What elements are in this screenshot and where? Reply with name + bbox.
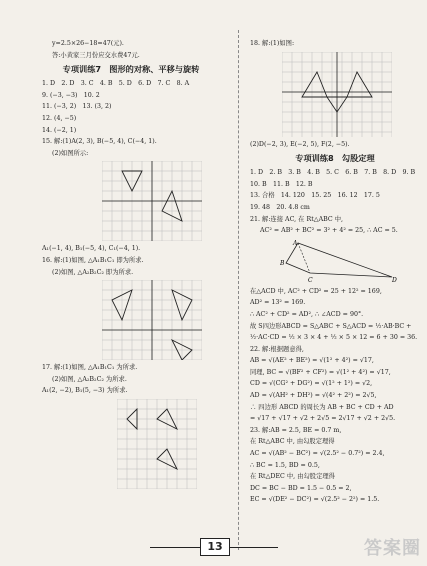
right-column: [250, 40, 420, 508]
answer-line: A₁(−1, 4), B₁(−5, 4), C₁(−4, 1).: [42, 245, 141, 253]
answer-line: 12. (4, −5): [42, 114, 77, 122]
answer-line: 21. 解:连接 AC, 在 Rt△ABC 中,: [250, 215, 343, 223]
answer-line: EC = √(DE² − DC²) = √(2.5² − 2²) = 1.5.: [250, 496, 380, 504]
answer-line: AD² = 13² = 169.: [250, 299, 306, 307]
answer-line: CD = √(CG² + DG²) = √(1² + 1²) = √2,: [250, 380, 373, 388]
answer-line: (2)如图所示:: [52, 149, 89, 157]
grid-figure-17: [117, 399, 197, 489]
answer-line: ∴ AC² + CD² = AD², ∴ ∠ACD = 90°.: [250, 310, 364, 318]
watermark-logo: 答案圈: [364, 538, 421, 559]
answer-line: (2)如图, △A₂B₂C₂ 为所求.: [52, 375, 127, 383]
answer-line: 1. D 2. D 3. C 4. B 5. D 6. D 7. C 8. A: [42, 80, 190, 88]
answer-line: ∴ BC = 1.5, BD = 0.5,: [250, 461, 320, 469]
answer-line: 13. 合格 14. 120 15. 25 16. 12 17. 5: [250, 192, 380, 200]
answer-line: AB = √(AE² + BE²) = √(1² + 4²) = √17,: [250, 357, 374, 365]
answer-line: 在△ACD 中, AC² + CD² = 25 + 12² = 169,: [250, 287, 382, 295]
page-number: 13: [200, 538, 230, 556]
answer-line: 1. D 2. B 3. B 4. B 5. C 6. B 7. B 8. D 9. B: [250, 169, 416, 177]
answer-line: 同理, BC = √(BF² + CF²) = √(1² + 4²) = √17,: [250, 368, 391, 376]
answer-line: ½·AC·CD = ½ × 3 × 4 + ½ × 5 × 12 = 6 + 30 = 36.: [250, 334, 418, 342]
answer-line: 22. 解:根据题意得,: [250, 345, 304, 353]
answer-line: (2)如图, △A₂B₂C₂ 即为所求.: [52, 268, 134, 276]
answer-line: 18. 解:(1)如图:: [250, 40, 295, 47]
answer-line: (2)D(−2, 3), E(−2, 5), F(2, −5).: [250, 140, 350, 148]
answer-line: 17. 解:(1)如图, △A₁B₁C₁ 为所求.: [42, 364, 138, 372]
grid-figure-18: [282, 52, 392, 137]
answer-line: 16. 解:(1)如图, △A₁B₁C₁ 即为所求.: [42, 256, 144, 264]
answer-line: 在 Rt△ABC 中, 由勾股定理得: [250, 438, 335, 446]
answer-line: 19. 48 20. 4.8 cm: [250, 203, 310, 211]
vertex-label-c: C: [308, 276, 313, 284]
quadrilateral-figure-21: [280, 239, 400, 284]
answer-line: 在 Rt△DEC 中, 由勾股定理得: [250, 473, 335, 481]
text-line: 答:小黄家三月份应交水费47元.: [52, 51, 140, 59]
answer-line: 23. 解:AB = 2.5, BE = 0.7 m,: [250, 426, 342, 434]
answer-line: AC = √(AB² − BC²) = √(2.5² − 0.7²) = 2.4,: [250, 450, 385, 458]
vertex-label-b: B: [280, 259, 285, 267]
answer-line: 15. 解:(1)A(2, 3), B(−5, 4), C(−4, 1).: [42, 138, 157, 146]
vertex-label-d: D: [392, 276, 397, 284]
grid-figure-16: [102, 280, 202, 360]
text-line: y=2.5×26−18=47(元).: [52, 40, 124, 47]
answer-line: 11. (−3, 2) 13. (3, 2): [42, 103, 112, 111]
answer-line: ∴ 四边形 ABCD 的周长为 AB + BC + CD + AD: [250, 403, 394, 411]
answer-line: 故 S四边形ABCD = S△ABC + S△ACD = ½·AB·BC +: [250, 322, 412, 330]
answer-line: DC = BC − BD = 1.5 − 0.5 = 2,: [250, 484, 352, 492]
answer-line: A₁(2, −2), B₁(5, −3) 为所求.: [42, 387, 128, 395]
section-title-7: 专项训练7 图形的对称、平移与旋转: [62, 64, 200, 75]
answer-line: 9. (−3, −3) 10. 2: [42, 91, 100, 99]
answer-line: AC² = AB² + BC² = 3² + 4² = 25, ∴ AC = 5.: [260, 227, 398, 235]
answer-line: = √17 + √17 + √2 + 2√5 = 2√17 + √2 + 2√5.: [250, 415, 396, 423]
grid-figure-15: [102, 161, 202, 241]
column-divider: [238, 30, 239, 550]
answer-line: 10. B 11. B 12. B: [250, 180, 313, 188]
vertex-label-a: A: [293, 239, 298, 247]
answer-line: 14. (−2, 1): [42, 126, 77, 134]
answer-line: AD = √(AH² + DH²) = √(4² + 2²) = 2√5,: [250, 392, 377, 400]
left-column: [42, 40, 220, 493]
section-title-8: 专项训练8 勾股定理: [295, 153, 375, 164]
